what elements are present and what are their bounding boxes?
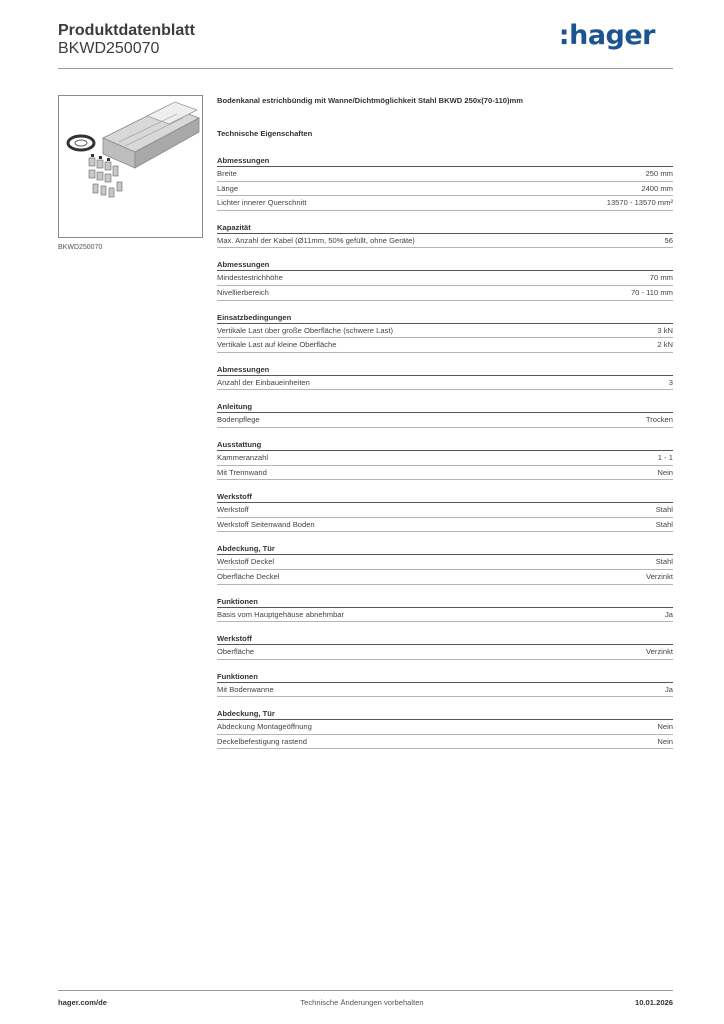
spec-group-title: Abmessungen — [217, 363, 673, 376]
spec-group-title: Anleitung — [217, 400, 673, 413]
spec-group — [217, 363, 673, 391]
spec-group-title: Abdeckung, Tür — [217, 542, 673, 555]
spec-label: Werkstoff — [217, 505, 249, 515]
footer-date: 10.01.2026 — [634, 998, 673, 1007]
footer-website[interactable]: hager.com/de — [58, 998, 107, 1007]
spec-value: Stahl — [655, 505, 673, 515]
spec-value: 2400 mm — [641, 183, 673, 193]
spec-label: Kammeranzahl — [217, 452, 269, 462]
product-image — [58, 95, 203, 238]
spec-group — [217, 311, 673, 353]
product-number: BKWD250070 — [58, 40, 160, 57]
spec-group-title: Funktionen — [217, 670, 673, 683]
spec-value: 2 kN — [657, 340, 673, 350]
spec-row — [217, 735, 673, 750]
spec-group — [217, 221, 673, 249]
spec-label: Werkstoff Seitenwand Boden — [217, 519, 315, 529]
spec-row — [217, 167, 673, 182]
spec-label: Basis vom Hauptgehäuse abnehmbar — [217, 609, 345, 619]
group-spacer — [217, 532, 673, 542]
hager-logo: :hager — [558, 20, 655, 51]
spec-label: Länge — [217, 183, 239, 193]
spec-value: 3 kN — [657, 325, 673, 335]
spec-value: Nein — [657, 467, 673, 477]
spec-label: Bodenpflege — [217, 415, 260, 425]
spec-group-title: Funktionen — [217, 595, 673, 608]
spec-row — [217, 503, 673, 518]
spec-group — [217, 258, 673, 300]
header — [58, 20, 673, 68]
group-spacer — [217, 301, 673, 311]
spec-group — [217, 438, 673, 480]
spec-group — [217, 595, 673, 623]
spec-value: Ja — [664, 684, 673, 694]
spec-value: 56 — [664, 235, 673, 245]
spec-value: Stahl — [655, 557, 673, 567]
spec-value: Nein — [657, 722, 673, 732]
spec-value: 13570 - 13570 mm² — [606, 198, 673, 208]
spec-value: 1 - 1 — [657, 452, 673, 462]
spec-group-title: Abmessungen — [217, 258, 673, 271]
spec-group-title: Werkstoff — [217, 490, 673, 503]
spec-label: Abdeckung Montageöffnung — [217, 722, 312, 732]
spec-label: Deckelbefestigung rastend — [217, 736, 307, 746]
spec-row — [217, 570, 673, 585]
group-spacer — [217, 428, 673, 438]
spec-label: Vertikale Last auf kleine Oberfläche — [217, 340, 337, 350]
spec-value: 3 — [668, 377, 673, 387]
group-spacer — [217, 697, 673, 707]
spec-label: Werkstoff Deckel — [217, 557, 275, 567]
group-spacer — [217, 480, 673, 490]
spec-group-title: Abdeckung, Tür — [217, 707, 673, 720]
spec-value: Ja — [664, 609, 673, 619]
spec-label: Oberfläche Deckel — [217, 571, 280, 581]
group-spacer — [217, 585, 673, 595]
spec-row — [217, 555, 673, 570]
spec-row — [217, 608, 673, 623]
spec-value: Trocken — [645, 415, 673, 425]
spec-value: 70 - 110 mm — [630, 287, 673, 297]
spec-groups — [217, 154, 673, 749]
spec-group-title: Einsatzbedingungen — [217, 311, 673, 324]
spec-value: 250 mm — [645, 169, 673, 178]
spec-group-title: Kapazität — [217, 221, 673, 234]
spec-value: Verzinkt — [645, 571, 673, 581]
spec-value: Stahl — [655, 519, 673, 529]
spec-label: Max. Anzahl der Kabel (Ø11mm, 50% gefüllt, ohne Geräte) — [217, 235, 415, 245]
spec-label: Oberfläche — [217, 647, 255, 657]
spec-label: Vertikale Last über große Oberfläche (schwere Last) — [217, 325, 394, 335]
spec-group-title: Abmessungen — [217, 154, 673, 167]
spec-row — [217, 338, 673, 353]
spec-group — [217, 632, 673, 660]
spec-group — [217, 542, 673, 584]
spec-group — [217, 707, 673, 749]
spec-value: Nein — [657, 736, 673, 746]
spec-row — [217, 182, 673, 197]
spec-group-title: Ausstattung — [217, 438, 673, 451]
spec-group — [217, 670, 673, 698]
spec-row — [217, 518, 673, 533]
section-title: Technische Eigenschaften — [217, 129, 313, 138]
spec-group-title: Werkstoff — [217, 632, 673, 645]
floor-duct-illustration — [59, 96, 202, 237]
group-spacer — [217, 660, 673, 670]
group-spacer — [217, 622, 673, 632]
spec-row — [217, 413, 673, 428]
group-spacer — [217, 390, 673, 400]
spec-row — [217, 376, 673, 391]
spec-group — [217, 154, 673, 211]
spec-label: Nivellierbereich — [217, 287, 269, 297]
footer-divider — [58, 990, 673, 991]
group-spacer — [217, 211, 673, 221]
spec-value: Verzinkt — [645, 647, 673, 657]
footer-note: Technische Änderungen vorbehalten — [300, 998, 424, 1007]
spec-row — [217, 466, 673, 481]
spec-row — [217, 234, 673, 249]
spec-group — [217, 400, 673, 428]
spec-row — [217, 451, 673, 466]
spec-label: Anzahl der Einbaueinheiten — [217, 377, 310, 387]
spec-row — [217, 645, 673, 660]
spec-group — [217, 490, 673, 532]
header-divider — [58, 68, 673, 69]
spec-row — [217, 286, 673, 301]
spec-label: Mindestestrichhöhe — [217, 273, 283, 283]
page-title: Produktdatenblatt — [58, 22, 195, 39]
group-spacer — [217, 353, 673, 363]
spec-label: Mit Bodenwanne — [217, 684, 274, 694]
spec-label: Lichter innerer Querschnitt — [217, 198, 307, 208]
specifications — [217, 96, 673, 749]
spec-label: Mit Trennwand — [217, 467, 267, 477]
spec-row — [217, 196, 673, 211]
spec-row — [217, 324, 673, 339]
group-spacer — [217, 248, 673, 258]
spec-row — [217, 720, 673, 735]
spec-label: Breite — [217, 169, 237, 178]
spec-row — [217, 683, 673, 698]
spec-row — [217, 271, 673, 286]
spec-value: 70 mm — [649, 273, 673, 283]
product-description: Bodenkanal estrichbündig mit Wanne/Dichtmöglichkeit Stahl BKWD 250x(70-110)mm — [217, 96, 524, 105]
image-caption: BKWD250070 — [58, 244, 103, 251]
